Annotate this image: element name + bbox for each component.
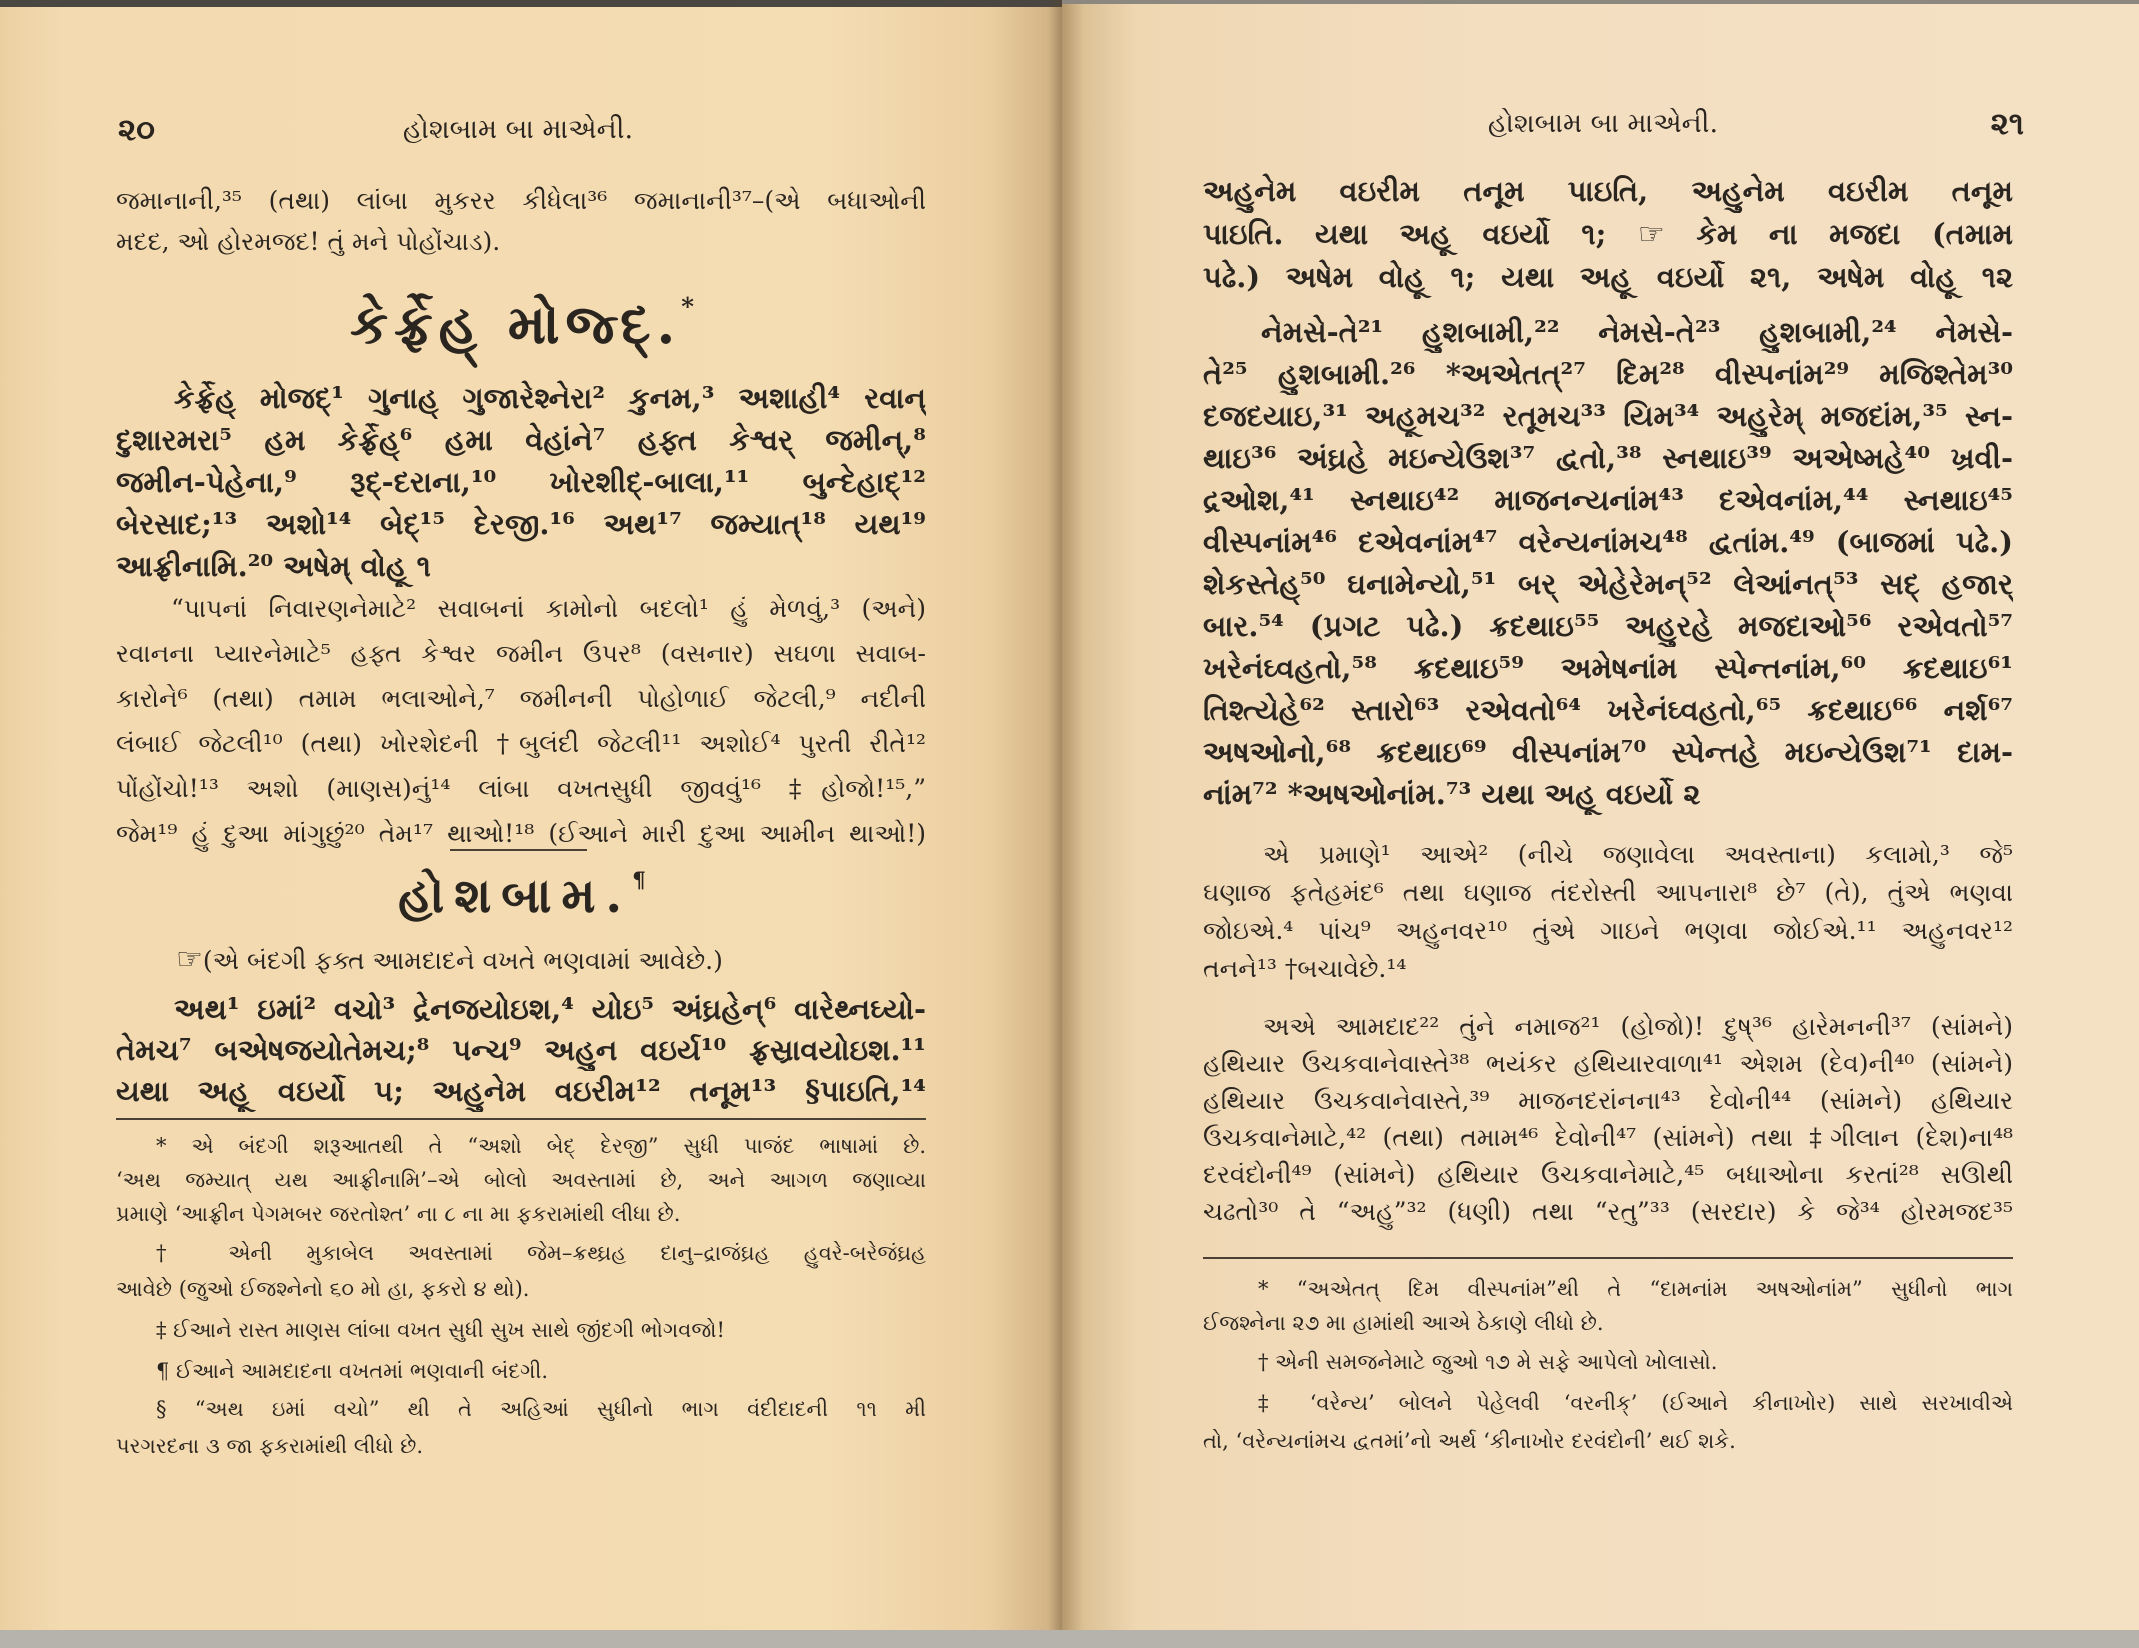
kerfeh-translation-line: પોંહોંચો!¹³ અશો (માણસ)નું¹⁴ લાંબા વખતસુધી જીવવું¹⁶ ‡હોજો!¹⁵,” — [116, 774, 926, 803]
hushbam-avesta-paragraph — [1203, 311, 2013, 815]
footnote-line: ‡ ઈઆને રાસ્ત માણસ લાંબા વખત સુધી સુખ સાથે જીંદગી ભોગવજો! — [156, 1318, 725, 1342]
left-page — [0, 0, 1062, 1630]
opening-line: પઢે.) અષેમ વોહૂ ૧; યથા અહૂ વઇર્યો ૨૧, અષેમ વોહૂ ૧૨ — [1203, 260, 2013, 294]
pointing-hand-icon — [176, 942, 203, 977]
footnote — [116, 1312, 926, 1348]
footnote-line: ‡ ‘વરેન્ય’ બોલને પેહેલવી ‘વરનીક્’ (ઈઆને કીનાખોર) સાથે સરખાવીએ — [1258, 1391, 2013, 1415]
section-divider — [450, 849, 587, 851]
hushbam-avesta-line: તિશ્ત્યેહે⁶² સ્તારો⁶³ રએવતો⁶⁴ ખરેનંઘ્વહતો,⁶⁵ ક્રદથાઇ⁶⁶ નર્શ⁶⁷ — [1203, 693, 2013, 727]
continuation-line: જમાનાની,³⁵ (તથા) લાંબા મુકરર કીધેલા³⁶ જમાનાની³⁷–(એ બધાઓની — [116, 186, 926, 215]
hushbam-avesta-line: શેકસ્તેહ્⁵⁰ ઘનામેન્યો,⁵¹ બર્ એહેરેમન્⁵² લેઆંનત્⁵³ સદ્ હજાર્ — [1203, 567, 2013, 601]
hushbam-avesta-line: નેમસે-તે²¹ હુશબામી,²² નેમસે-તે²³ હુશબામી,²⁴ નેમસે- — [1261, 315, 2013, 349]
running-head: હોશબામ બા માએની. — [1487, 108, 1719, 139]
kerfeh-avesta-line: બેરસાદ;¹³ અશો¹⁴ બેદ્¹⁵ દેરજી.¹⁶ અથ¹⁷ જમ્યાત્¹⁸ યથ¹⁹ — [116, 507, 926, 541]
continuation-paragraph — [116, 180, 926, 262]
footnote — [116, 1391, 926, 1465]
pointing-hand-icon — [1638, 217, 1665, 252]
kerfeh-translation-line: રવાનના પ્યારનેમાટે⁵ હફ્ત કેશ્વર જમીન ઉપર⁸ (વસનાર) સઘળા સવાબ- — [116, 639, 926, 668]
kerfeh-avesta-paragraph — [116, 377, 926, 587]
opening-line — [1203, 213, 2013, 256]
kerfeh-avesta-line: કેર્ફ્રેહ્ મોજદ્¹ ગુનાહ્ ગુજારેશ્નેરા² કુનમ,³ અશાહી⁴ રવાન્ — [174, 381, 926, 415]
footnote-line: પરગરદના ૩ જા ફકરામાંથી લીધો છે. — [116, 1434, 424, 1458]
footnote-rule — [1203, 1257, 2013, 1259]
footnote-line: ઈજશ્નેના ૨૭ મા હામાંથી આએ ઠેકાણે લીધો છે. — [1203, 1311, 1604, 1335]
hoshbam-title-text: હોશબામ. — [398, 868, 633, 924]
translation-line: ઉચકવાનેમાટે,⁴² (તથા) તમામ⁴⁶ દેવોની⁴⁷ (સાંમને) તથા ‡ગીલાન (દેશ)ના⁴⁸ — [1203, 1123, 2013, 1152]
kerfeh-mozd-title — [112, 292, 932, 357]
footnote — [116, 1235, 926, 1307]
translation-line: અએ આમદાદ²² તુંને નમાજ²¹ (હોજો)! દુષ્³⁶ હારેમનની³⁷ (સાંમને) — [1263, 1012, 2013, 1041]
kerfeh-title-text: કેર્ફ્રેહ્ મોજ્દ્. — [349, 292, 682, 356]
hushbam-avesta-line: દ્રઓશ,⁴¹ સ્નથાઇ⁴² માજનન્યનાંમ⁴³ દએવનાંમ,⁴⁴ સ્નથાઇ⁴⁵ — [1203, 483, 2013, 517]
hushbam-avesta-line: બાર.⁵⁴ (પ્રગટ પઢે.) ક્રદથાઇ⁵⁵ અહુરહે મજદાઓ⁵⁶ રએવતો⁵⁷ — [1203, 609, 2013, 643]
footnote-line: આવેછે (જુઓ ઈજશ્નેનો ૬૦ મો હા, ફકરો ૪ થો). — [116, 1277, 530, 1301]
right-page — [1062, 0, 2139, 1630]
footnote — [1203, 1344, 2013, 1380]
footnote-line: પ્રમાણે ‘આફ્રીન પેગમબર જરતોશ્ત’ ના ૮ ના મા ફકરામાંથી લીધા છે. — [116, 1202, 681, 1226]
kerfeh-translation-line: જેમ¹⁹ હું દુઆ માંગુછું²⁰ તેમ¹⁷ થાઓ!¹⁸ (ઈઆને મારી દુઆ આમીન થાઓ!) — [116, 819, 926, 848]
hoshbam-avesta-line: અથ¹ ઇમાં² વચો³ દ્રેનજયોઇશ,⁴ યોઇ⁵ અંઘ્રહેન્⁶ વારેથ્નઘ્યો- — [174, 992, 926, 1026]
opening-line-text: પાઇતિ. યથા અહૂ વઇર્યો ૧; — [1203, 217, 1607, 251]
instruction-text: (એ બંદગી ફક્ત આમદાદને વખતે ભણવામાં આવેછે.) — [202, 946, 723, 975]
scan-edge — [0, 0, 1062, 7]
hushbam-avesta-line: ખરેનંઘ્વહતો,⁵⁸ ક્રદથાઇ⁵⁹ અમેષનાંમ સ્પેન્તનાંમ,⁶⁰ ક્રદથાઇ⁶¹ — [1203, 651, 2013, 685]
hushbam-avesta-line: વીસ્પનાંમ⁴⁶ દએવનાંમ⁴⁷ વરેન્યનાંમચ⁴⁸ દ્વતાંમ.⁴⁹ (બાજમાં પઢે.) — [1203, 525, 2013, 559]
translation-line: હથિયાર ઉચકવાનેવાસ્તે,³⁹ માજનદરાંનના⁴³ દેવોની⁴⁴ (સાંમને) હથિયાર — [1203, 1086, 2013, 1115]
hushbam-avesta-line: દજદયાઇ,³¹ અહૂમચ³² રતૂમચ³³ યિમ³⁴ અહુરેમ્ મજદાંમ,³⁵ સ્ન- — [1203, 399, 2013, 433]
kerfeh-translation-line: કારોને⁶ (તથા) તમામ ભલાઓને,⁷ જમીનની પોહોળાઈ જેટલી,⁹ નદીની — [116, 684, 926, 713]
translation-line: ઘણાજ ફતેહમંદ⁶ તથા ઘણાજ તંદરોસ્તી આપનારા⁸ છે⁷ (તે), તુંએ ભણવા — [1203, 878, 2013, 907]
translation-line: તનને¹³ †બચાવેછે.¹⁴ — [1203, 954, 1407, 983]
kerfeh-avesta-line: દુશારમરા⁵ હમ કેર્ફ્રેહ્⁶ હમા વેહાંને⁷ હફ્ત કેશ્વર્ જમીન્,⁸ — [116, 423, 926, 457]
footnote-mark: ¶ — [632, 868, 646, 893]
hushbam-avesta-line: થાઇ³⁶ અંઘ્રહે મઇન્યેઉશ³⁷ દ્વતો,³⁸ સ્નથાઇ³⁹ અએષ્મહે⁴⁰ ખ્રવી- — [1203, 441, 2013, 475]
hoshbam-avesta-line: યથા અહૂ વઇર્યો ૫; અહુનેમ વઇરીમ¹² તનૂમ¹³ §પાઇતિ,¹⁴ — [116, 1074, 926, 1108]
footnote-line: ‘અથ જમ્યાત્ યથ આફ્રીનામિ’–એ બોલો અવસ્તામાં છે, અને આગળ જણાવ્યા — [116, 1168, 926, 1192]
footnote-line: † એની મુકાબેલ અવસ્તામાં જેમ–ક્રથ્ઘ્રહ દાનુ–દ્રાજંઘ્રહ હુવરે-બરેજંઘ્રહ — [156, 1241, 926, 1265]
footnote — [116, 1129, 926, 1231]
hoshbam-instruction — [176, 940, 876, 980]
translation-paragraph — [1203, 836, 2013, 988]
gutter-shadow — [1048, 0, 1062, 1630]
opening-line: અહુનેમ વઇરીમ તનૂમ પાઇતિ, અહુનેમ વઇરીમ તનૂમ — [1203, 174, 2013, 208]
page-number: ૨૦ — [118, 112, 155, 148]
hoshbam-avesta-paragraph — [116, 989, 926, 1112]
hushbam-avesta-line: તે²⁵ હુશબામી.²⁶ *અએતત્²⁷ દિમ²⁸ વીસ્પનાંમ²⁹ મજિશ્તેમ³⁰ — [1203, 357, 2013, 391]
footnote-mark: * — [681, 292, 695, 321]
footnote — [1203, 1272, 2013, 1340]
translation-paragraph — [1203, 1008, 2013, 1230]
hoshbam-title — [112, 868, 932, 925]
footnote-line: ¶ ઈઆને આમદાદના વખતમાં ભણવાની બંદગી. — [156, 1359, 549, 1383]
kerfeh-translation-line: “પાપનાં નિવારણનેમાટે² સવાબનાં કામોનો બદલો¹ હું મેળવું,³ (અને) — [171, 594, 926, 623]
hushbam-avesta-line: નાંમ⁷² *અષઓનાંમ.⁷³ યથા અહૂ વઇર્યો ૨ — [1203, 777, 1701, 811]
footnote — [116, 1353, 926, 1389]
kerfeh-translation-line: લંબાઈ જેટલી¹⁰ (તથા) ખોરશેદની †બુલંદી જેટલી¹¹ અશોઈ⁴ પુરતી રીતે¹² — [116, 729, 926, 758]
opening-paragraph — [1203, 170, 2013, 299]
opening-line-text: કેમ ના મજદા (તમામ — [1696, 217, 2013, 251]
scan-edge — [1062, 0, 2139, 4]
footnote — [1203, 1384, 2013, 1460]
translation-line: એ પ્રમાણે¹ આએ² (નીચે જણાવેલા અવસ્તાના) કલામો,³ જે⁵ — [1263, 840, 2013, 869]
footnote-line: તો, ‘વરેન્યનાંમચ દ્વતમાં’નો અર્થ ‘કીનાખોર દરવંદોની’ થઈ શકે. — [1203, 1429, 1736, 1453]
page-number: ૨૧ — [1990, 106, 2024, 142]
continuation-line: મદદ, ઓ હોરમજદ! તું મને પોહોંચાડ). — [116, 227, 501, 256]
footnote-line: § “અથ ઇમાં વચો” થી તે અહિઆં સુધીનો ભાગ વંદીદાદની ૧૧ મી — [156, 1397, 926, 1421]
footnote-rule — [116, 1118, 926, 1120]
kerfeh-translation-paragraph — [116, 586, 926, 856]
footnote-line: * એ બંદગી શરૂઆતથી તે “અશો બેદ્ દેરજી” સુધી પાજંદ ભાષામાં છે. — [156, 1134, 926, 1158]
translation-line: ચઢતો³⁰ તે “અહુ”³² (ધણી) તથા “રતુ”³³ (સરદાર) કે જે³⁴ હોરમજદ³⁵ — [1203, 1197, 2013, 1226]
kerfeh-avesta-line: જમીન-પેહેના,⁹ રૂદ્-દરાના,¹⁰ ખોરશીદ્-બાલા,¹¹ બુન્દેહાદ્¹² — [116, 465, 926, 499]
hoshbam-avesta-line: તેમચ⁷ બએષજયોતેમચ;⁸ પન્ચ⁹ અહુન વઇર્ય¹⁰ ફ્રસ્રાવયોઇશ.¹¹ — [116, 1033, 926, 1067]
kerfeh-avesta-line: આફ્રીનામિ.²⁰ અષેમ્ વોહૂ ૧ — [116, 549, 431, 583]
running-head: હોશબામ બા માએની. — [402, 114, 634, 145]
translation-line: દરવંદોની⁴⁹ (સાંમને) હથિયાર ઉચકવાનેમાટે,⁴⁵ બધાઓના કરતાં²⁸ સઊથી — [1203, 1160, 2013, 1189]
footnote-line: * “અએતત્ દિમ વીસ્પનાંમ”થી તે “દામનાંમ અષઓનાંમ” સુધીનો ભાગ — [1258, 1277, 2013, 1301]
hushbam-avesta-line: અષઓનો,⁶⁸ ક્રદથાઇ⁶⁹ વીસ્પનાંમ⁷⁰ સ્પેન્તહે મઇન્યેઉશ⁷¹ દામ- — [1203, 735, 2013, 769]
translation-line: હથિયાર ઉચકવાનેવાસ્તે³⁸ ભયંકર હથિયારવાળા⁴¹ એશમ (દેવ)ની⁴⁰ (સાંમને) — [1203, 1049, 2013, 1078]
footnote-line: † એની સમજનેમાટે જુઓ ૧૭ મે સફે આપેલો ખોલાસો. — [1258, 1350, 1718, 1374]
translation-line: જોઇએ.⁴ પાંચ⁹ અહુનવર¹⁰ તુંએ ગાઇને ભણવા જોઈએ.¹¹ અહુનવર¹² — [1203, 916, 2013, 945]
